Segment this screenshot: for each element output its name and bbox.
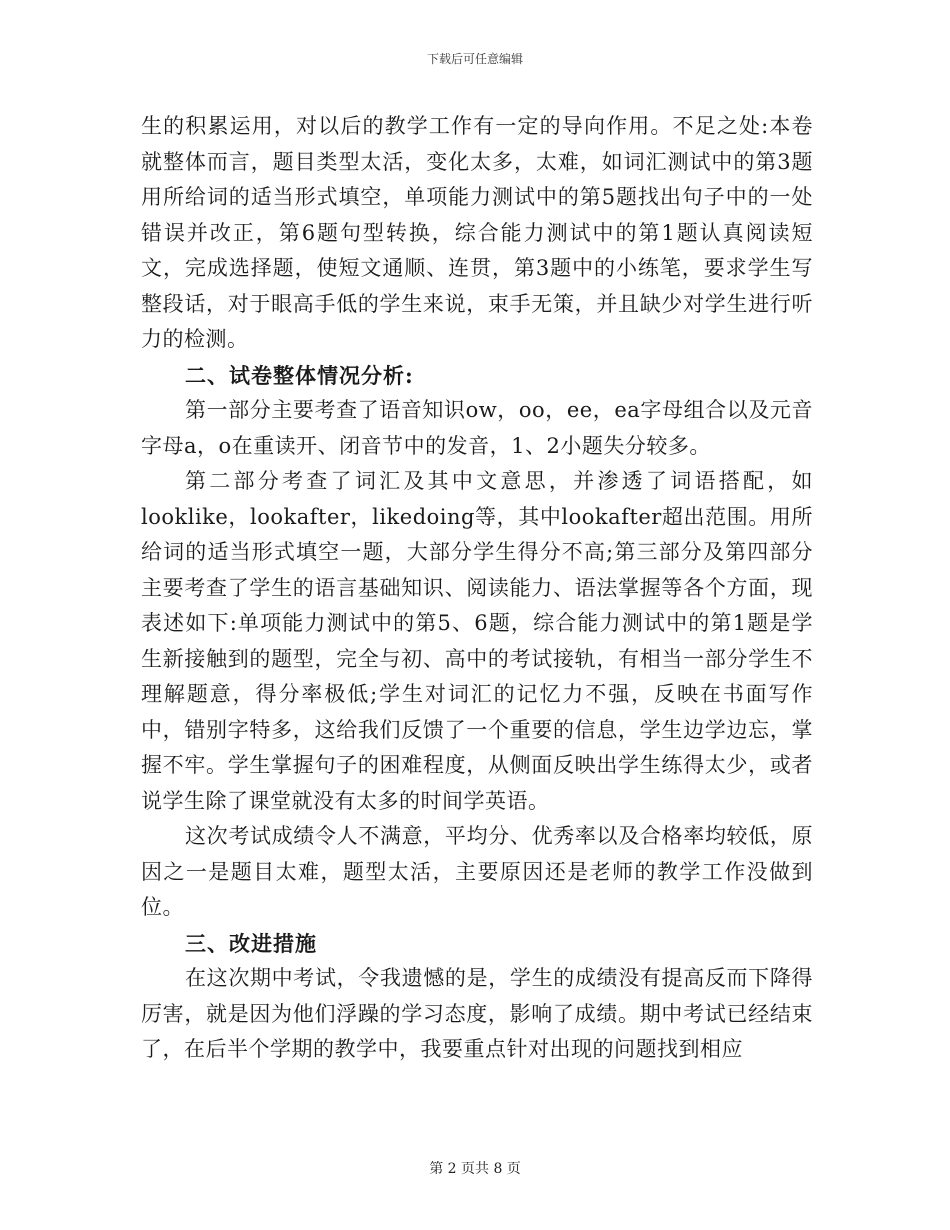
paragraph-part-one: 第一部分主要考查了语音知识ow，oo，ee，ea字母组合以及元音字母a，o在重读开、闭音节中的发音，1、2小题失分较多。 xyxy=(141,398,813,458)
page-header: 下载后可任意编辑 xyxy=(426,52,523,66)
document-body xyxy=(141,109,813,1068)
paragraph-improvement: 在这次期中考试，令我遗憾的是，学生的成绩没有提高反而下降得厉害，就是因为他们浮躁的学习态度，影响了成绩。期中考试已经结束了，在后半个学期的教学中，我要重点针对出现的问题找到相应 xyxy=(141,966,813,1061)
paragraph-part-two: 第二部分考查了词汇及其中文意思，并渗透了词语搭配，如looklike，lookafter，likedoing等，其中lookafter超出范围。用所给词的适当形式填空一题，大部分学生得分不高;第三部分及第四部分主要考查了学生的语言基础知识、阅读能力、语法掌握等各个方面，现表述如下:单项能力测试中的第5、6题，综合能力测试中的第1题是学生新接触到的题型，完全与初、高中的考试接轨，有相当一部分学生不理解题意，得分率极低;学生对词汇的记忆力不强，反映在书面写作中，错别字特多，这给我们反馈了一个重要的信息，学生边学边忘，掌握不牢。学生掌握句子的困难程度，从侧面反映出学生练得太少，或者说学生除了课堂就没有太多的时间学英语。 xyxy=(141,469,813,813)
paragraph-continuation: 生的积累运用，对以后的教学工作有一定的导向作用。不足之处:本卷就整体而言，题目类型太活，变化太多，太难，如词汇测试中的第3题用所给词的适当形式填空，单项能力测试中的第5题找出句子中的一处错误并改正，第6题句型转换，综合能力测试中的第1题认真阅读短文，完成选择题，使短文通顺、连贯，第3题中的小练笔，要求学生写整段话，对于眼高手低的学生来说，束手无策，并且缺少对学生进行听力的检测。 xyxy=(141,114,813,351)
page-number: 第 2 页共 8 页 xyxy=(429,1161,521,1177)
section-heading-improvement: 三、改进措施 xyxy=(185,930,317,956)
paragraph-results: 这次考试成绩令人不满意，平均分、优秀率以及合格率均较低，原因之一是题目太难，题型太活，主要原因还是老师的教学工作没做到位。 xyxy=(141,824,813,919)
section-heading-analysis: 二、试卷整体情况分析: xyxy=(185,362,414,388)
